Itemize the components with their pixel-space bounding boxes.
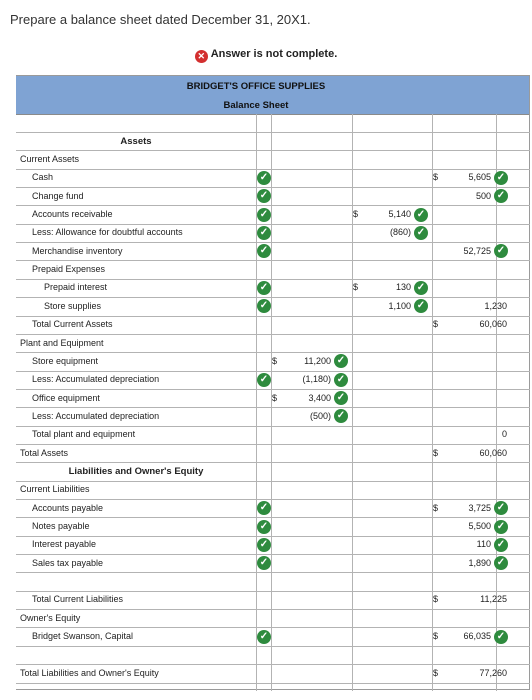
amount-cell[interactable]: 66,035 <box>463 631 491 642</box>
amount-cell[interactable]: 3,725 <box>468 502 491 513</box>
row-label[interactable]: Total Assets <box>20 447 69 458</box>
check-icon: ✓ <box>257 171 271 185</box>
dollar-sign: $ <box>272 392 278 403</box>
row-separator <box>16 664 530 665</box>
section-heading[interactable]: Liabilities and Owner's Equity <box>68 465 204 477</box>
row-separator <box>16 609 530 610</box>
check-icon: ✓ <box>257 226 271 240</box>
amount-cell[interactable]: 5,140 <box>388 209 411 220</box>
row-label[interactable]: Bridget Swanson, Capital <box>32 631 134 642</box>
amount-cell[interactable]: (1,180) <box>302 374 331 385</box>
row-label[interactable]: Plant and Equipment <box>20 337 104 348</box>
dollar-sign: $ <box>433 631 439 642</box>
check-icon: ✓ <box>414 226 428 240</box>
check-icon: ✓ <box>494 630 508 644</box>
row-separator <box>16 334 530 335</box>
row-separator <box>16 536 530 537</box>
amount-cell[interactable]: 3,400 <box>308 392 331 403</box>
row-label[interactable]: Less: Allowance for doubtful accounts <box>32 227 183 238</box>
check-icon: ✓ <box>494 520 508 534</box>
row-label[interactable]: Total Liabilities and Owner's Equity <box>20 667 159 678</box>
row-separator <box>16 132 530 133</box>
row-label[interactable]: Owner's Equity <box>20 612 81 623</box>
row-label[interactable]: Prepaid Expenses <box>32 264 106 275</box>
row-label[interactable]: Change fund <box>32 190 84 201</box>
dollar-sign: $ <box>433 594 439 605</box>
check-icon: ✓ <box>494 171 508 185</box>
check-icon: ✓ <box>257 556 271 570</box>
row-separator <box>16 371 530 372</box>
check-icon: ✓ <box>334 373 348 387</box>
row-separator <box>16 316 530 317</box>
amount-cell[interactable]: 11,225 <box>480 594 507 605</box>
amount-cell[interactable]: 0 <box>501 429 507 440</box>
row-separator <box>16 279 530 280</box>
amount-cell[interactable]: 130 <box>395 282 411 293</box>
check-icon: ✓ <box>494 556 508 570</box>
sheet-title: Balance Sheet <box>223 100 289 111</box>
check-icon: ✓ <box>257 630 271 644</box>
row-label[interactable]: Total Current Liabilities <box>32 594 124 605</box>
dollar-sign: $ <box>272 355 278 366</box>
row-label[interactable]: Store equipment <box>32 355 99 366</box>
check-icon: ✓ <box>257 244 271 258</box>
amount-cell[interactable]: 500 <box>475 190 491 201</box>
x-icon: ✕ <box>195 50 208 63</box>
row-label[interactable]: Less: Accumulated depreciation <box>32 410 160 421</box>
amount-cell[interactable]: 11,200 <box>304 355 331 366</box>
answer-status-text: Answer is not complete. <box>210 48 338 60</box>
check-icon: ✓ <box>414 299 428 313</box>
sheet-header <box>16 76 529 115</box>
row-separator <box>16 646 530 647</box>
row-separator <box>16 169 530 170</box>
row-label[interactable]: Office equipment <box>32 392 100 403</box>
row-separator <box>16 683 530 684</box>
amount-cell[interactable]: 52,725 <box>463 245 491 256</box>
dollar-sign: $ <box>433 667 439 678</box>
dollar-sign: $ <box>433 172 439 183</box>
dollar-sign: $ <box>353 282 359 293</box>
row-separator <box>16 224 530 225</box>
check-icon: ✓ <box>494 244 508 258</box>
dollar-sign: $ <box>433 502 439 513</box>
row-label[interactable]: Less: Accumulated depreciation <box>32 374 160 385</box>
row-separator <box>16 187 530 188</box>
row-label[interactable]: Current Assets <box>20 154 80 165</box>
amount-cell[interactable]: (500) <box>309 410 331 421</box>
company-name: BRIDGET'S OFFICE SUPPLIES <box>186 81 326 92</box>
check-icon: ✓ <box>257 281 271 295</box>
row-separator <box>16 517 530 518</box>
row-label[interactable]: Interest payable <box>32 539 97 550</box>
section-heading[interactable]: Assets <box>120 135 152 147</box>
row-separator <box>16 150 530 151</box>
amount-cell[interactable]: (860) <box>389 227 411 238</box>
row-separator <box>16 627 530 628</box>
row-separator <box>16 260 530 261</box>
check-icon: ✓ <box>494 538 508 552</box>
check-icon: ✓ <box>257 189 271 203</box>
row-label[interactable]: Current Liabilities <box>20 484 90 495</box>
row-label[interactable]: Notes payable <box>32 521 90 532</box>
check-icon: ✓ <box>257 520 271 534</box>
dollar-sign: $ <box>433 319 439 330</box>
row-label[interactable]: Sales tax payable <box>32 557 104 568</box>
row-label[interactable]: Merchandise inventory <box>32 245 123 256</box>
amount-cell[interactable]: 1,890 <box>468 557 491 568</box>
row-separator <box>16 352 530 353</box>
row-separator <box>16 444 530 445</box>
row-label[interactable]: Total plant and equipment <box>32 429 136 440</box>
amount-cell[interactable]: 1,230 <box>484 300 507 311</box>
row-separator <box>16 205 530 206</box>
answer-status <box>0 48 532 63</box>
column-divider <box>352 114 353 691</box>
dollar-sign: $ <box>353 209 359 220</box>
row-separator <box>16 426 530 427</box>
row-separator <box>16 499 530 500</box>
check-icon: ✓ <box>494 501 508 515</box>
check-icon: ✓ <box>334 354 348 368</box>
check-icon: ✓ <box>414 281 428 295</box>
row-separator <box>16 242 530 243</box>
amount-cell[interactable]: 110 <box>476 539 491 550</box>
balance-sheet <box>16 75 530 690</box>
check-icon: ✓ <box>334 391 348 405</box>
row-label[interactable]: Store supplies <box>44 300 102 311</box>
check-icon: ✓ <box>334 409 348 423</box>
row-separator <box>16 389 530 390</box>
check-icon: ✓ <box>257 501 271 515</box>
check-icon: ✓ <box>257 299 271 313</box>
amount-cell[interactable]: 77,260 <box>479 667 507 678</box>
amount-cell[interactable]: 5,500 <box>468 521 491 532</box>
check-icon: ✓ <box>257 538 271 552</box>
row-separator <box>16 407 530 408</box>
amount-cell[interactable]: 1,100 <box>388 300 411 311</box>
row-label[interactable]: Accounts receivable <box>32 209 113 220</box>
row-separator <box>16 297 530 298</box>
row-label[interactable]: Total Current Assets <box>32 319 113 330</box>
row-separator <box>16 591 530 592</box>
amount-cell[interactable]: 60,060 <box>479 319 507 330</box>
row-separator <box>16 554 530 555</box>
column-divider <box>256 114 257 691</box>
dollar-sign: $ <box>433 447 439 458</box>
row-label[interactable]: Cash <box>32 172 54 183</box>
amount-cell[interactable]: 60,060 <box>479 447 507 458</box>
check-icon: ✓ <box>414 208 428 222</box>
row-label[interactable]: Prepaid interest <box>44 282 108 293</box>
check-icon: ✓ <box>494 189 508 203</box>
check-icon: ✓ <box>257 373 271 387</box>
amount-cell[interactable]: 5,605 <box>468 172 491 183</box>
row-separator <box>16 572 530 573</box>
question-prompt: Prepare a balance sheet dated December 31, 20X1. <box>10 12 311 27</box>
row-separator <box>16 462 530 463</box>
row-separator <box>16 481 530 482</box>
check-icon: ✓ <box>257 208 271 222</box>
row-label[interactable]: Accounts payable <box>32 502 104 513</box>
